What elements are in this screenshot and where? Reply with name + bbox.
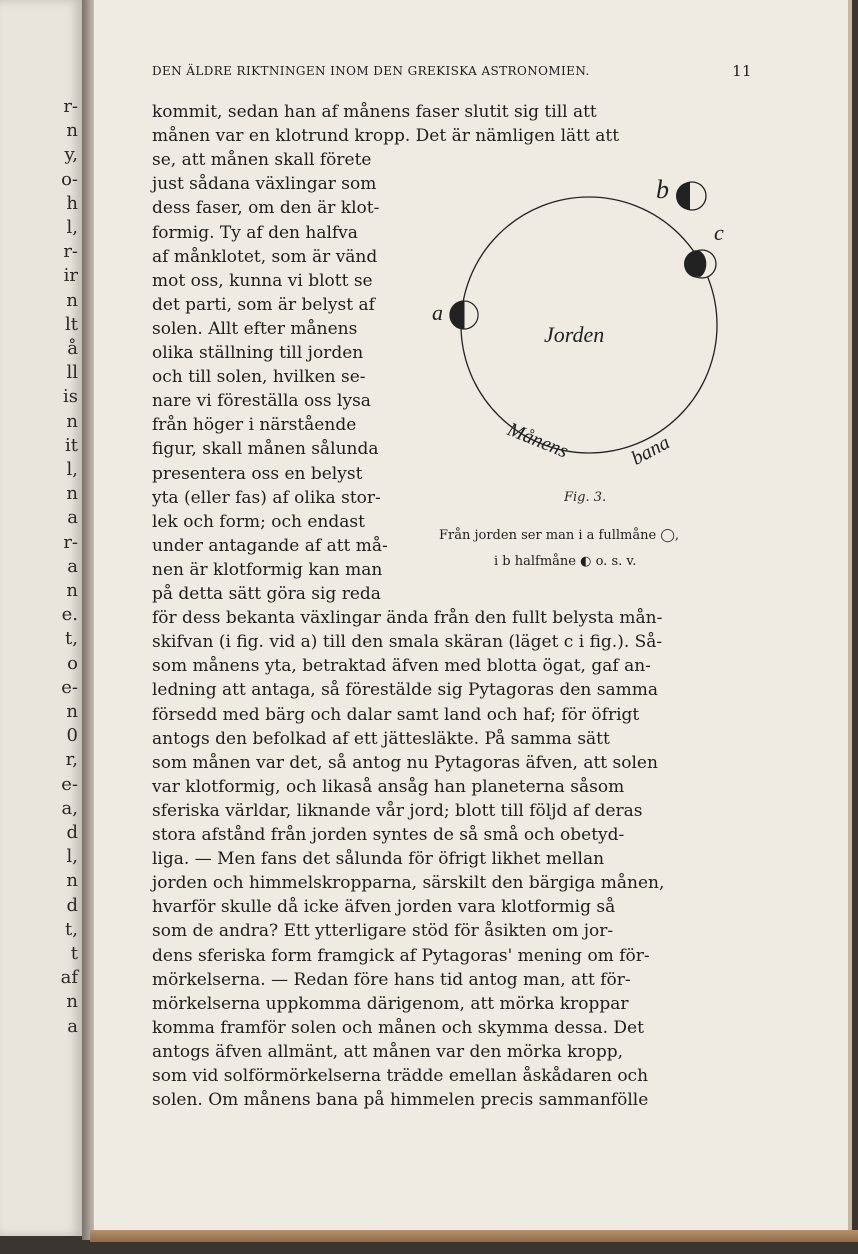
left-page-fragment: a (67, 555, 78, 577)
book-bottom-edge (90, 1230, 858, 1242)
text-line: månen var en klotrund kropp. Det är nämligen lätt att (152, 126, 620, 147)
left-page-fragment: lt (65, 313, 78, 335)
text-line: af månklotet, som är vänd (152, 246, 378, 267)
text-line: som månen var det, så antog nu Pytagoras äfven, att solen (152, 752, 658, 773)
left-page-fragment: a, (61, 797, 78, 819)
text-line: som de andra? Ett ytterligare stöd för åsikten om jor- (152, 921, 614, 942)
left-page-fragment: n (66, 701, 78, 722)
text-line: försedd med bärg och dalar samt land och haf; för öfrigt (152, 704, 640, 725)
label-c: c (714, 220, 724, 245)
text-line: just sådana växlingar som (152, 174, 377, 195)
running-header (152, 64, 752, 84)
text-line: ledning att antaga, så förestälde sig Pytagoras den samma (152, 680, 659, 701)
figure-note-line-2: i b halfmåne ◐ o. s. v. (494, 554, 637, 569)
text-line: dens sferiska form framgick af Pytagoras' mening om för- (152, 945, 650, 966)
left-page-fragment: o- (61, 168, 78, 190)
text-line: lek och form; och endast (152, 511, 365, 532)
left-page-fragment: r- (63, 531, 78, 553)
left-page-fragment: e- (61, 773, 78, 795)
text-line: se, att månen skall förete (152, 150, 372, 171)
label-b: b (656, 175, 669, 204)
text-line: skifvan (i fig. vid a) till den smala skäran (läget c i fig.). Så- (152, 632, 663, 653)
left-page-fragment: r- (63, 241, 78, 263)
text-line: solen. Om månens bana på himmelen precis sammanfölle (152, 1090, 649, 1111)
text-line: som månens yta, betraktad äfven med blotta ögat, gaf an- (152, 656, 651, 677)
left-page-fragment: n (66, 870, 78, 892)
left-page-fragment: ir (63, 265, 78, 287)
left-page-fragment: d (66, 894, 78, 916)
text-line: från höger i närstående (152, 415, 357, 436)
left-page-fragment: e- (61, 676, 78, 698)
left-page-fragment: is (63, 386, 78, 408)
label-earth: Jorden (544, 322, 605, 347)
text-line: olika ställning till jorden (152, 343, 364, 363)
left-page-fragment: t, (65, 628, 78, 650)
left-page-fragment: n (66, 580, 78, 601)
text-line: det parti, som är belyst af (152, 294, 375, 315)
running-title: DEN ÄLDRE RIKTNINGEN INOM DEN GREKISKA ASTRONOMIEN. (152, 64, 590, 78)
left-page-fragment: h (66, 192, 78, 214)
left-page-fragment: r- (63, 96, 78, 117)
left-page-fragment: t, (65, 918, 78, 940)
page-number: 11 (732, 62, 752, 80)
left-page-fragment: a (67, 507, 78, 529)
text-line: antogs den befolkad af ett jättesläkte. På samma sätt (152, 728, 610, 749)
moon-position-a (450, 301, 478, 329)
text-line: presentera oss en belyst (152, 463, 363, 484)
text-line: formig. Ty af den halfva (152, 222, 358, 243)
left-page-fragment: å (67, 338, 78, 359)
left-page-fragment: y, (64, 144, 78, 166)
left-page-fragment: l, (66, 459, 78, 480)
left-page-fragment: a (67, 1015, 78, 1037)
text-line: för dess bekanta växlingar ända från den fullt belysta mån- (152, 608, 663, 629)
figure-note-line-1: Från jorden ser man i a fullmåne ◯, (439, 528, 680, 543)
left-page-fragment: t (70, 943, 78, 964)
text-line: yta (eller fas) af olika stor- (152, 487, 381, 508)
left-page-fragment: it (65, 434, 78, 456)
text-line: hvarför skulle då icke äfven jorden vara klotformig så (152, 897, 616, 918)
left-page-fragment: l, (66, 217, 78, 238)
left-page-fragment: n (66, 410, 78, 432)
text-line: dess faser, om den är klot- (152, 198, 380, 219)
moon-position-c (684, 250, 716, 278)
moon-position-b (676, 182, 706, 210)
left-page-fragment: n (66, 991, 78, 1013)
label-orbit-2: bana (627, 431, 674, 470)
book-page (94, 0, 852, 1232)
text-line: nen är klotformig kan man (152, 559, 383, 580)
text-line: solen. Allt efter månens (152, 318, 358, 339)
text-line: jorden och himmelskropparna, särskilt den bärgiga månen, (152, 873, 665, 894)
label-a: a (432, 300, 443, 325)
text-line: stora afstånd från jorden syntes de så små och obetyd- (152, 825, 625, 845)
left-page-fragment: o (67, 652, 78, 674)
left-page-edge (0, 0, 82, 1236)
left-page-fragment: 0 (66, 725, 78, 747)
text-line: nare vi föreställa oss lysa (152, 391, 371, 412)
text-line: mörkelserna uppkomma därigenom, att mörka kroppar (152, 993, 629, 1014)
text-line: kommit, sedan han af månens faser slutit sig till att (152, 102, 597, 122)
text-line: var klotformig, och likaså ansåg han planeterna såsom (152, 776, 625, 797)
text-line: komma framför solen och månen och skymma dessa. Det (152, 1017, 644, 1038)
text-line: liga. — Men fans det sålunda för öfrigt likhet mellan (152, 849, 605, 870)
label-orbit-1: Månens (504, 418, 572, 463)
text-line: mot oss, kunna vi blott se (152, 270, 373, 291)
text-line: under antagande af att må- (152, 535, 388, 556)
left-page-fragment: n (66, 289, 78, 311)
left-page-fragment: e. (61, 604, 78, 626)
text-line: figur, skall månen sålunda (152, 439, 379, 460)
text-line: på detta sätt göra sig reda (152, 584, 381, 604)
figure-caption: Fig. 3. (564, 490, 607, 505)
text-line: som vid solförmörkelserna trädde emellan åskådaren och (152, 1066, 649, 1086)
moon-orbit-figure (424, 170, 734, 470)
text-line: sferiska världar, liknande vår jord; blott till följd af deras (152, 800, 643, 821)
left-page-fragment: r, (65, 749, 78, 771)
left-page-fragment: n (66, 120, 78, 142)
text-line: och till solen, hvilken se- (152, 367, 366, 388)
text-line: mörkelserna. — Redan före hans tid antog man, att för- (152, 969, 631, 990)
left-page-fragment: n (66, 483, 78, 505)
left-page-fragment: ll (66, 362, 78, 384)
left-page-fragment: d (66, 822, 78, 843)
left-page-fragment: af (60, 967, 78, 989)
text-line: antogs äfven allmänt, att månen var den mörka kropp, (152, 1041, 623, 1062)
left-page-fragment: l, (66, 846, 78, 868)
